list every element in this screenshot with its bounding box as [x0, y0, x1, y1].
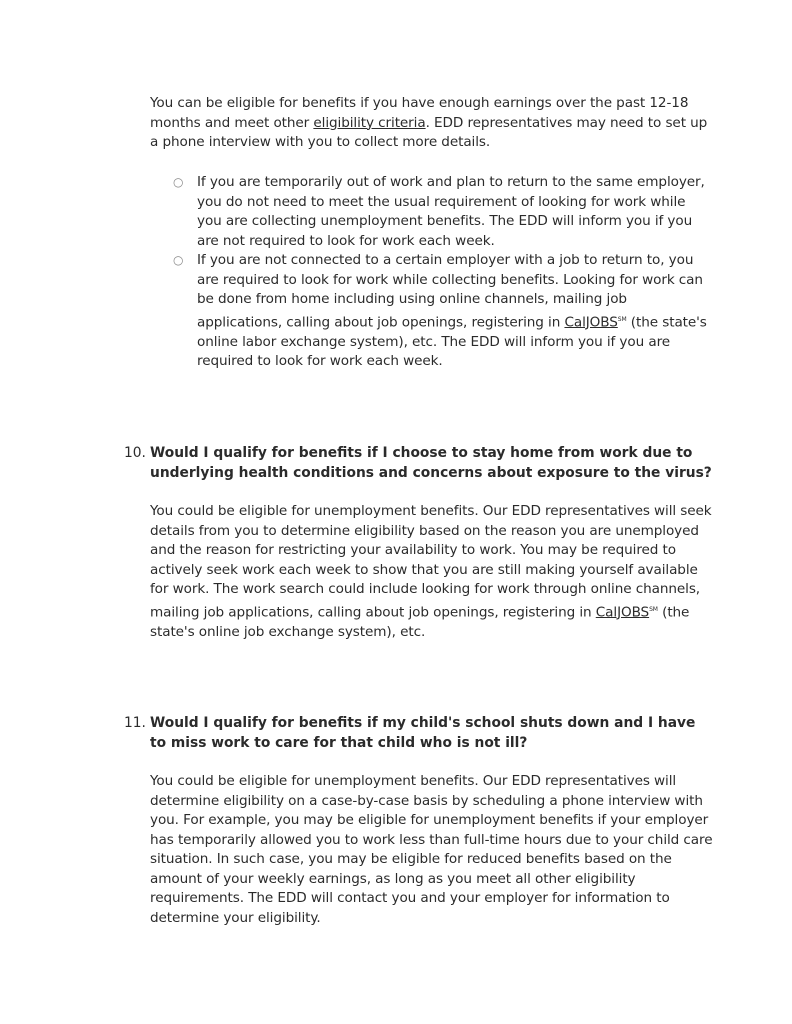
answer-text-after: (the state's online job exchange system), etc. [150, 604, 690, 640]
hollow-circle-bullet-icon: ○ [173, 175, 184, 189]
caljobs-link[interactable]: CalJOBS [595, 604, 650, 621]
eligibility-criteria-link[interactable]: eligibility criteria [313, 114, 426, 131]
question-11-answer [150, 772, 715, 928]
intro-text-after: . EDD representatives may need to set up a phone interview with you to collect more details. [150, 114, 708, 150]
intro-text-before: You can be eligible for benefits if you have enough earnings over the past 12-18 months and meet other [150, 95, 689, 131]
hollow-circle-bullet-icon: ○ [173, 253, 184, 267]
bullet-item-temporarily-out [170, 173, 710, 251]
question-number: 10. [124, 445, 146, 461]
question-10-heading [124, 444, 714, 483]
question-10-answer [150, 502, 715, 642]
answer-text-before: You could be eligible for unemployment benefits. Our EDD representatives will seek details from you to determine eligibility based on the reason you are unemployed and the reason for restricting your availability to work. You may be required to actively seek work each week to show that you are still making yourself available for work. The work search could include looking for work through online channels, mailing job applications, calling about job openings, registering in [150, 503, 712, 621]
bullet-list [170, 173, 710, 372]
question-title: Would I qualify for benefits if my child's school shuts down and I have to miss work to care for that child who is not ill? [150, 715, 696, 751]
bullet-text-before: If you are not connected to a certain employer with a job to return to, you are required to look for work while collecting benefits. Looking for work can be done from home including using online channels, mailing job applications, calling about job openings, registering in [197, 252, 703, 331]
caljobs-link[interactable]: CalJOBS [564, 314, 618, 331]
answer-text: You could be eligible for unemployment benefits. Our EDD representatives will determine eligibility on a case-by-case basis by scheduling a phone interview with you. For example, you may be eligible for unemployment benefits if your employer has temporarily allowed you to work less than full-time hours due to your child care situation. In such case, you may be eligible for reduced benefits based on the amount of your weekly earnings, as long as you meet all other eligibility requirements. The EDD will contact you and your employer for information to determine your eligibility. [150, 773, 713, 926]
bullet-text-after: (the state's online labor exchange system), etc. The EDD will inform you if you are required to look for work each week. [197, 314, 707, 370]
question-number: 11. [124, 715, 146, 731]
service-mark: SM [617, 315, 627, 323]
question-title: Would I qualify for benefits if I choose to stay home from work due to underlying health conditions and concerns about exposure to the virus? [150, 445, 712, 481]
service-mark: SM [649, 605, 658, 613]
question-11-heading [124, 714, 714, 753]
bullet-item-not-connected [170, 251, 710, 372]
intro-paragraph [150, 94, 715, 153]
bullet-text: If you are temporarily out of work and plan to return to the same employer, you do not need to meet the usual requirement of looking for work while you are collecting unemployment benefits. The EDD will inform you if you are not required to look for work each week. [197, 174, 705, 249]
